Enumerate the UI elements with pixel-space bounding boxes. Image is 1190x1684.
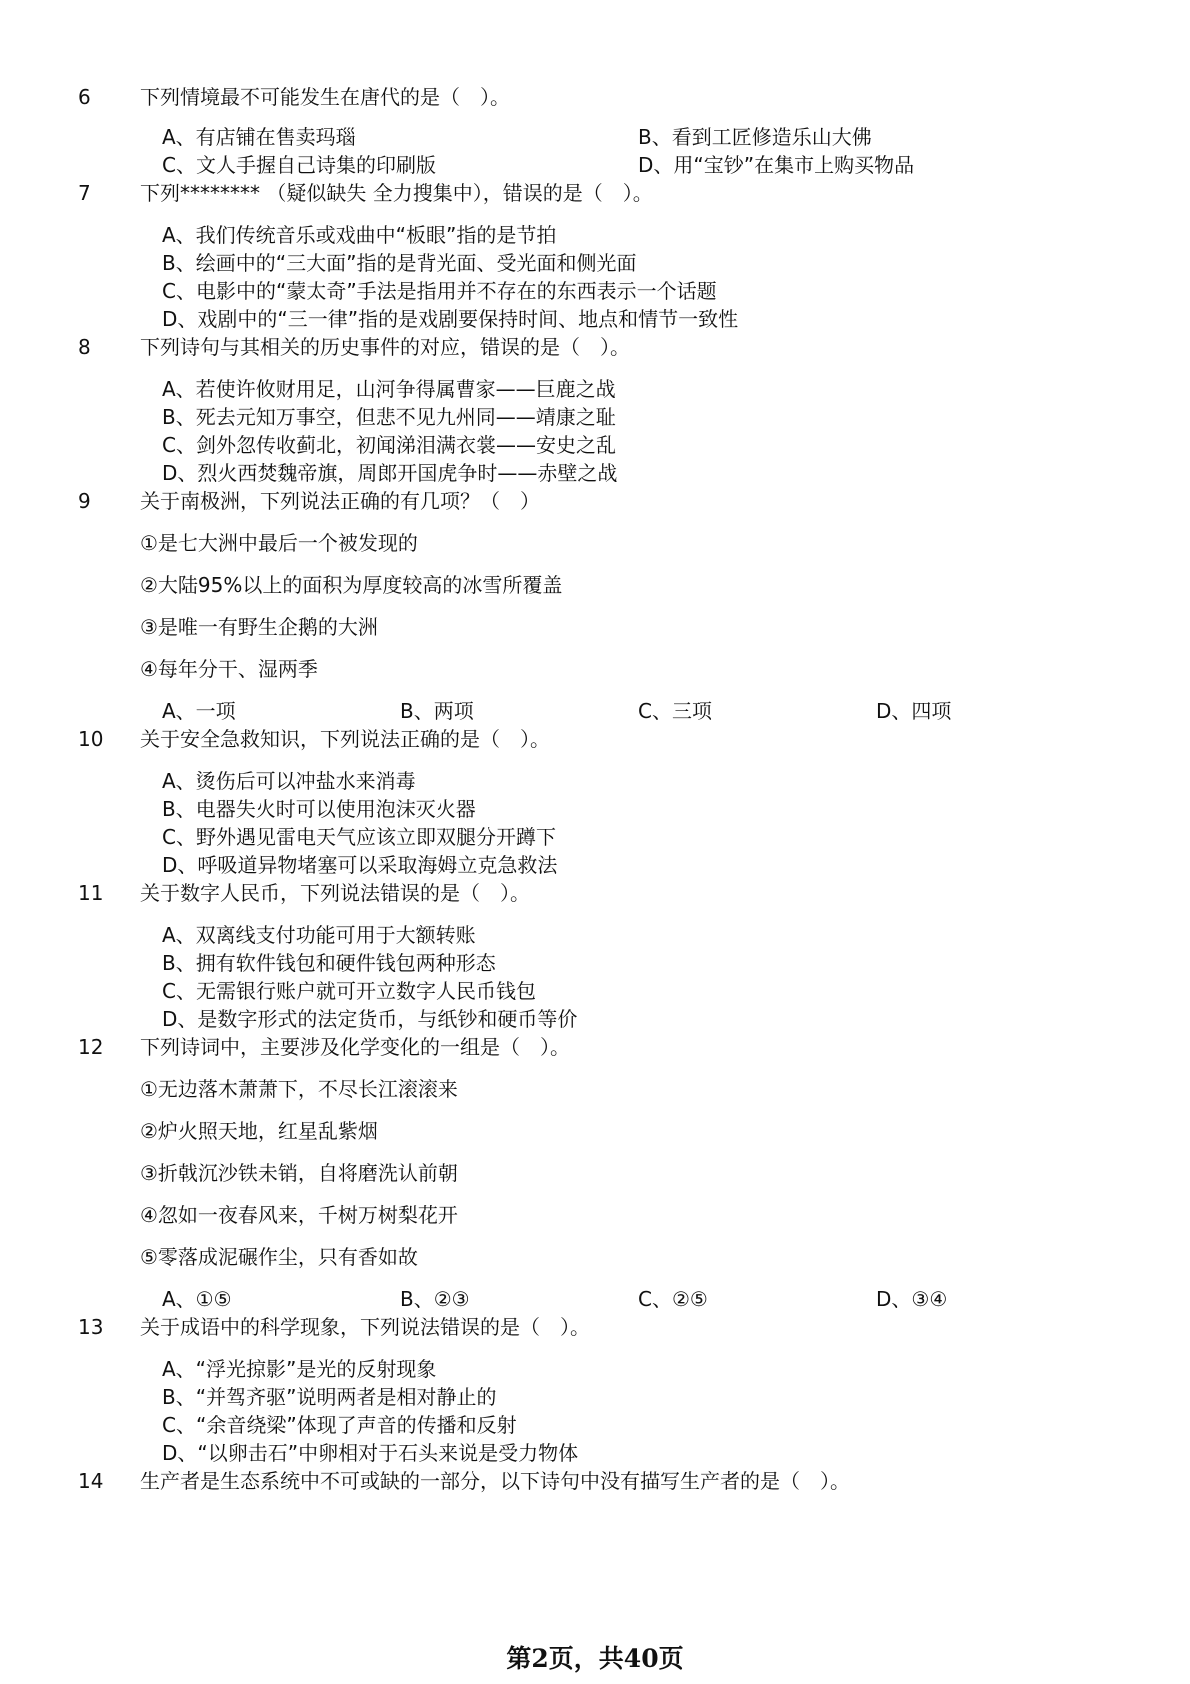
question-number: 8 xyxy=(78,335,91,359)
option-d: D、用“宝钞”在集市上购买物品 xyxy=(638,153,915,177)
option-a: A、我们传统音乐或戏曲中“板眼”指的是节拍 xyxy=(162,223,557,247)
option-a: A、双离线支付功能可用于大额转账 xyxy=(162,923,476,947)
question-stem: 下列******** （疑似缺失 全力搜集中），错误的是（ ）。 xyxy=(140,181,653,205)
statement-2: ②炉火照天地，红星乱紫烟 xyxy=(140,1119,378,1143)
option-c: C、三项 xyxy=(638,699,712,723)
option-a: A、一项 xyxy=(162,699,236,723)
option-b: B、电器失火时可以使用泡沫灭火器 xyxy=(162,797,476,821)
option-a: A、①⑤ xyxy=(162,1287,232,1311)
question-number: 14 xyxy=(78,1469,104,1493)
statement-3: ③折戟沉沙铁未销，自将磨洗认前朝 xyxy=(140,1161,458,1185)
question-number: 11 xyxy=(78,881,104,905)
statement-1: ①是七大洲中最后一个被发现的 xyxy=(140,531,418,555)
option-a: A、“浮光掠影”是光的反射现象 xyxy=(162,1357,437,1381)
option-b: B、②③ xyxy=(400,1287,470,1311)
option-c: C、无需银行账户就可开立数字人民币钱包 xyxy=(162,979,536,1003)
statement-3: ③是唯一有野生企鹅的大洲 xyxy=(140,615,378,639)
page-footer: 第2页，共40页 xyxy=(506,1644,684,1673)
option-b: B、死去元知万事空，但悲不见九州同——靖康之耻 xyxy=(162,405,616,429)
question-stem: 下列情境最不可能发生在唐代的是（ ）。 xyxy=(140,85,510,109)
option-d: D、是数字形式的法定货币，与纸钞和硬币等价 xyxy=(162,1007,578,1031)
option-b: B、看到工匠修造乐山大佛 xyxy=(638,125,872,149)
option-b: B、拥有软件钱包和硬件钱包两种形态 xyxy=(162,951,496,975)
option-a: A、烫伤后可以冲盐水来消毒 xyxy=(162,769,416,793)
statement-1: ①无边落木萧萧下，不尽长江滚滚来 xyxy=(140,1077,458,1101)
option-c: C、电影中的“蒙太奇”手法是指用并不存在的东西表示一个话题 xyxy=(162,279,717,303)
option-d: D、四项 xyxy=(876,699,952,723)
question-stem: 关于数字人民币，下列说法错误的是（ ）。 xyxy=(140,881,530,905)
question-stem: 关于成语中的科学现象，下列说法错误的是（ ）。 xyxy=(140,1315,590,1339)
question-stem: 下列诗词中，主要涉及化学变化的一组是（ ）。 xyxy=(140,1035,570,1059)
question-number: 7 xyxy=(78,181,91,205)
option-d: D、戏剧中的“三一律”指的是戏剧要保持时间、地点和情节一致性 xyxy=(162,307,739,331)
statement-4: ④忽如一夜春风来，千树万树梨花开 xyxy=(140,1203,458,1227)
option-d: D、呼吸道异物堵塞可以采取海姆立克急救法 xyxy=(162,853,558,877)
question-stem: 下列诗句与其相关的历史事件的对应，错误的是（ ）。 xyxy=(140,335,630,359)
option-d: D、烈火西焚魏帝旗，周郎开国虎争时——赤壁之战 xyxy=(162,461,618,485)
question-stem: 关于安全急救知识，下列说法正确的是（ ）。 xyxy=(140,727,550,751)
option-c: C、文人手握自己诗集的印刷版 xyxy=(162,153,436,177)
option-c: C、野外遇见雷电天气应该立即双腿分开蹲下 xyxy=(162,825,556,849)
option-b: B、“并驾齐驱”说明两者是相对静止的 xyxy=(162,1385,497,1409)
option-d: D、③④ xyxy=(876,1287,948,1311)
question-number: 12 xyxy=(78,1035,104,1059)
option-b: B、两项 xyxy=(400,699,474,723)
question-number: 6 xyxy=(78,85,91,109)
option-b: B、绘画中的“三大面”指的是背光面、受光面和侧光面 xyxy=(162,251,637,275)
statement-4: ④每年分干、湿两季 xyxy=(140,657,318,681)
question-number: 10 xyxy=(78,727,104,751)
question-stem: 生产者是生态系统中不可或缺的一部分，以下诗句中没有描写生产者的是（ ）。 xyxy=(140,1469,850,1493)
option-a: A、有店铺在售卖玛瑙 xyxy=(162,125,356,149)
statement-5: ⑤零落成泥碾作尘，只有香如故 xyxy=(140,1245,418,1269)
option-a: A、若使许攸财用足，山河争得属曹家——巨鹿之战 xyxy=(162,377,616,401)
question-number: 13 xyxy=(78,1315,104,1339)
statement-2: ②大陆95%以上的面积为厚度较高的冰雪所覆盖 xyxy=(140,573,563,597)
option-d: D、“以卵击石”中卵相对于石头来说是受力物体 xyxy=(162,1441,579,1465)
option-c: C、剑外忽传收蓟北，初闻涕泪满衣裳——安史之乱 xyxy=(162,433,616,457)
question-stem: 关于南极洲，下列说法正确的有几项？（ ） xyxy=(140,489,540,513)
question-number: 9 xyxy=(78,489,91,513)
option-c: C、②⑤ xyxy=(638,1287,708,1311)
option-c: C、“余音绕梁”体现了声音的传播和反射 xyxy=(162,1413,517,1437)
